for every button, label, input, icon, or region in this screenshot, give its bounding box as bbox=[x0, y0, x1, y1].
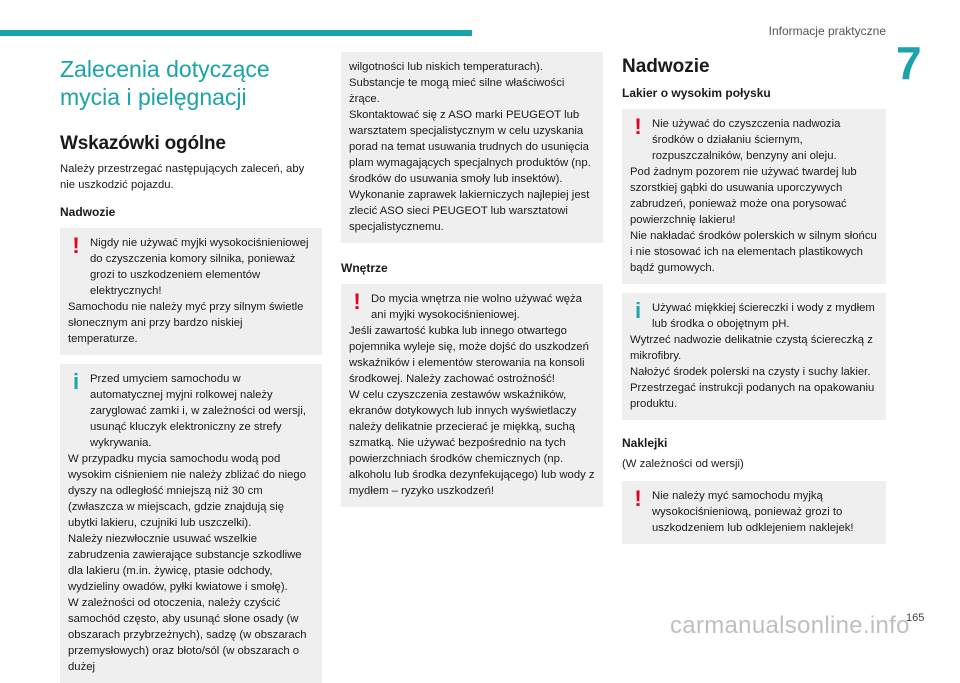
info-text: W zależności od otoczenia, należy czyścić samochód często, aby usunąć słone osady (w obszarach przybrzeżnych), sadzę (w obszarach przemysłowych) oraz błoto/sól (w obszarach o dużej bbox=[68, 597, 307, 674]
column-3 bbox=[622, 52, 886, 544]
warning-text: Pod żadnym pozorem nie używać twardej lub szorstkiej gąbki do usuwania uporczywych zabrudzeń, ponieważ może ona porysować powierzchnię lakieru! bbox=[630, 166, 857, 226]
warning-box-interior bbox=[341, 284, 603, 507]
warning-box-gloss-paint bbox=[622, 109, 886, 284]
info-text: W przypadku mycia samochodu wodą pod wysokim ciśnieniem nie należy zbliżać do niego dyszy na odległość mniejszą niż 30 cm (zwłaszcza w miejscach, gdzie znajdują się ubytki lakieru, czujniki lub uszczelki). bbox=[68, 453, 306, 530]
chapter-number: 7 bbox=[896, 37, 922, 89]
info-text: Wytrzeć nadwozie delikatnie czystą ściereczką z mikrofibry. bbox=[630, 334, 873, 362]
info-text: Przed umyciem samochodu w automatycznej myjni rolkowej należy zaryglować zamki i, w zależności od wersji, usunąć kluczyk elektroniczny ze strefy wykrywania. bbox=[90, 373, 306, 450]
stickers-subheading: Naklejki bbox=[622, 436, 668, 450]
info-icon: i bbox=[634, 298, 642, 323]
warning-box-stickers bbox=[622, 481, 886, 544]
gloss-paint-subheading: Lakier o wysokim połysku bbox=[622, 86, 771, 100]
warning-text: Nie nakładać środków polerskich w silnym słońcu i nie stosować ich na elementach plastikowych bądź gumowych. bbox=[630, 230, 877, 274]
warning-icon: ! bbox=[634, 486, 642, 511]
warning-text: Samochodu nie należy myć przy silnym świetle słonecznym ani przy bardzo niskiej temperaturze. bbox=[68, 301, 304, 346]
page-number: 165 bbox=[906, 612, 925, 624]
warning-icon: ! bbox=[72, 233, 80, 259]
info-box-gloss-paint bbox=[622, 293, 886, 420]
info-box-car-wash bbox=[60, 364, 322, 683]
warning-text: Nie używać do czyszczenia nadwozia środków o działaniu ściernym, rozpuszczalników, benzyny ani oleju. bbox=[652, 118, 841, 162]
warning-text: Nigdy nie używać myjki wysokociśnieniowej do czyszczenia komory silnika, ponieważ grozi to uszkodzeniem elementów elektrycznych! bbox=[90, 237, 309, 298]
section-header-title: Informacje praktyczne bbox=[768, 24, 886, 38]
info-box-continued bbox=[341, 52, 603, 243]
info-text: Przestrzegać instrukcji podanych na opakowaniu produktu. bbox=[630, 382, 875, 410]
info-text: Wykonanie zaprawek lakierniczych najlepiej jest zlecić ASO sieci PEUGEOT lub warsztatowi specjalistycznemu. bbox=[349, 189, 590, 233]
warning-text: W celu czyszczenia zestawów wskaźników, ekranów dotykowych lub innych wyświetlaczy należy delikatnie przecierać je miękką, suchą szmatką. Nie używać bezpośrednio na tych powierzchniach środków chemicznych (np. alkoholu lub środka dezynfekującego) lub wody z mydłem – ryzyko uszkodzeń! bbox=[349, 389, 595, 497]
info-text: Skontaktować się z ASO marki PEUGEOT lub warsztatem specjalistycznym w celu uzyskania porad na temat usuwania trudnych do usunięcia plam wymagających specjalnych produktów (np. środków do usuwania smoły lub insektów). bbox=[349, 109, 591, 185]
warning-icon: ! bbox=[634, 114, 642, 139]
stickers-version-note: (W zależności od wersji) bbox=[622, 458, 744, 470]
warning-text: Do mycia wnętrza nie wolno używać węża ani myjki wysokociśnieniowej. bbox=[371, 293, 582, 321]
info-text: wilgotności lub niskich temperaturach). Substancje te mogą mieć silne właściwości żrące. bbox=[349, 61, 565, 105]
warning-box-bodywork bbox=[60, 228, 322, 355]
info-text: Używać miękkiej ściereczki i wody z mydłem lub środka o obojętnym pH. bbox=[652, 302, 875, 330]
warning-text: Jeśli zawartość kubka lub innego otwartego pojemnika wyleje się, może dojść do uszkodzeń wskaźników i elementów sterowania na konsoli środkowej. Należy zachować ostrożność! bbox=[349, 325, 589, 385]
header-accent-bar bbox=[0, 30, 472, 36]
info-icon: i bbox=[72, 369, 80, 395]
info-text: Należy niezwłocznie usuwać wszelkie zabrudzenia zawierające substancje szkodliwe dla lakieru (m.in. żywicę, ptasie odchody, wydzieliny owadów, pyłki kwiatowe i smołę). bbox=[68, 533, 302, 594]
bodywork-heading: Nadwozie bbox=[622, 56, 710, 77]
info-text: Nałożyć środek polerski na czysty i suchy lakier. bbox=[630, 366, 871, 378]
page-title: Zalecenia dotyczące mycia i pielęgnacji bbox=[60, 56, 270, 110]
bodywork-subheading: Nadwozie bbox=[60, 205, 116, 220]
column-1 bbox=[60, 52, 322, 683]
intro-text: Należy przestrzegać następujących zaleceń, aby nie uszkodzić pojazdu. bbox=[60, 163, 305, 192]
warning-text: Nie należy myć samochodu myjką wysokociśnieniową, ponieważ grozi to uszkodzeniem lub odklejeniem naklejek! bbox=[652, 490, 854, 534]
warning-icon: ! bbox=[353, 289, 361, 314]
interior-subheading: Wnętrze bbox=[341, 261, 388, 275]
watermark: carmanualsonline.info bbox=[670, 612, 910, 639]
column-2 bbox=[341, 52, 603, 507]
general-guidelines-heading: Wskazówki ogólne bbox=[60, 133, 226, 155]
